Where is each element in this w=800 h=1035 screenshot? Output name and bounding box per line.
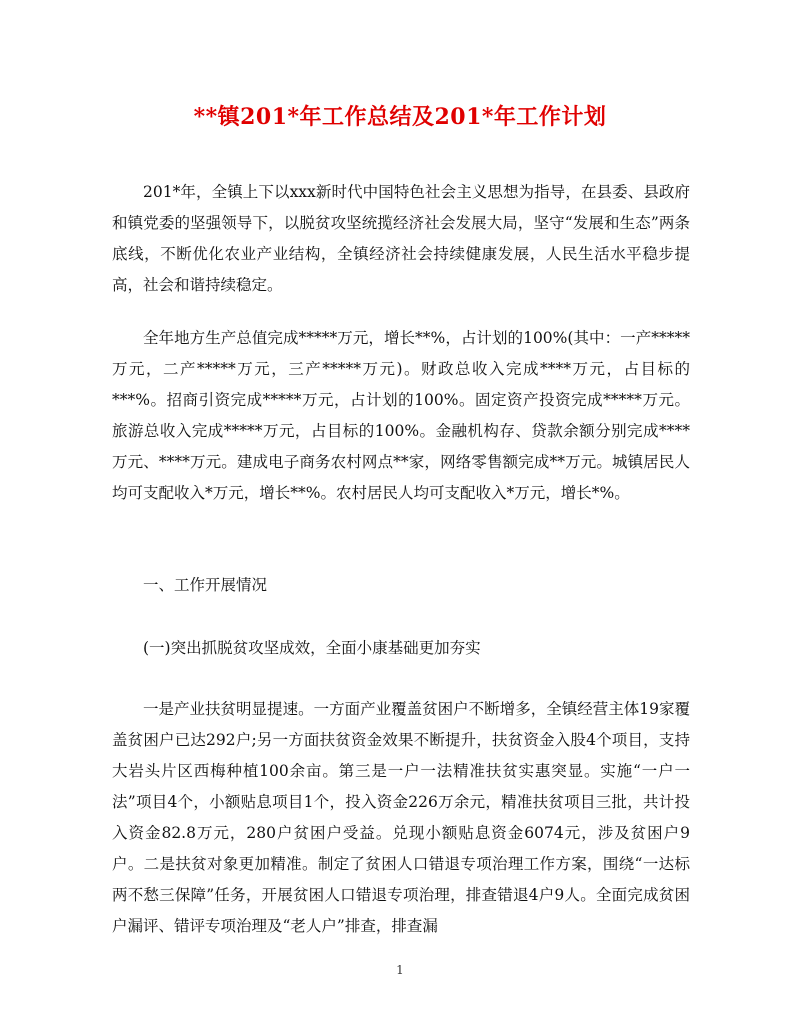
document-title: **镇201*年工作总结及201*年工作计划: [193, 104, 607, 130]
economy-paragraph: 全年地方生产总值完成*****万元，增长**%，占计划的100%(其中：一产*****万元，二产*****万元，三产*****万元)。财政总收入完成****万元，占目标的***%。招商引资完成*****万元，占计划的100%。固定资产投资完成*****万元。旅游总收入完成*****万元，占目标的100%。金融机构存、贷款余额分别完成****万元、****万元。建成电子商务农村网点**家，网络零售额完成**万元。城镇居民人均可支配收入*万元，增长**%。农村居民人均可支配收入*万元，增长*%。: [112, 329, 690, 502]
poverty-paragraph: 一是产业扶贫明显提速。一方面产业覆盖贫困户不断增多，全镇经营主体19家覆盖贫困户已达292户;另一方面扶贫资金效果不断提升，扶贫资金入股4个项目，支持大岩头片区西梅种植100余亩。第三是一户一法精准扶贫实惠突显。实施“一户一法”项目4个，小额贴息项目1个，投入资金226万余元，精准扶贫项目三批，共计投入资金82.8万元，280户贫困户受益。兑现小额贴息资金6074元，涉及贫困户9户。二是扶贫对象更加精准。制定了贫困人口错退专项治理工作方案，围绕“一达标两不愁三保障”任务，开展贫困人口错退专项治理，排查错退4户9人。全面完成贫困户漏评、错评专项治理及“老人户”排查，排查漏: [112, 700, 690, 935]
section-heading: 一、工作开展情况: [143, 576, 268, 594]
subsection-heading: (一)突出抓脱贫攻坚成效，全面小康基础更加夯实: [143, 639, 481, 657]
page-number: 1: [396, 963, 404, 977]
intro-paragraph: 201*年，全镇上下以xxx新时代中国特色社会主义思想为指导，在县委、县政府和镇党委的坚强领导下，以脱贫攻坚统揽经济社会发展大局，坚守“发展和生态”两条底线，不断优化农业产业结构，全镇经济社会持续健康发展，人民生活水平稳步提高，社会和谐持续稳定。: [112, 183, 690, 294]
